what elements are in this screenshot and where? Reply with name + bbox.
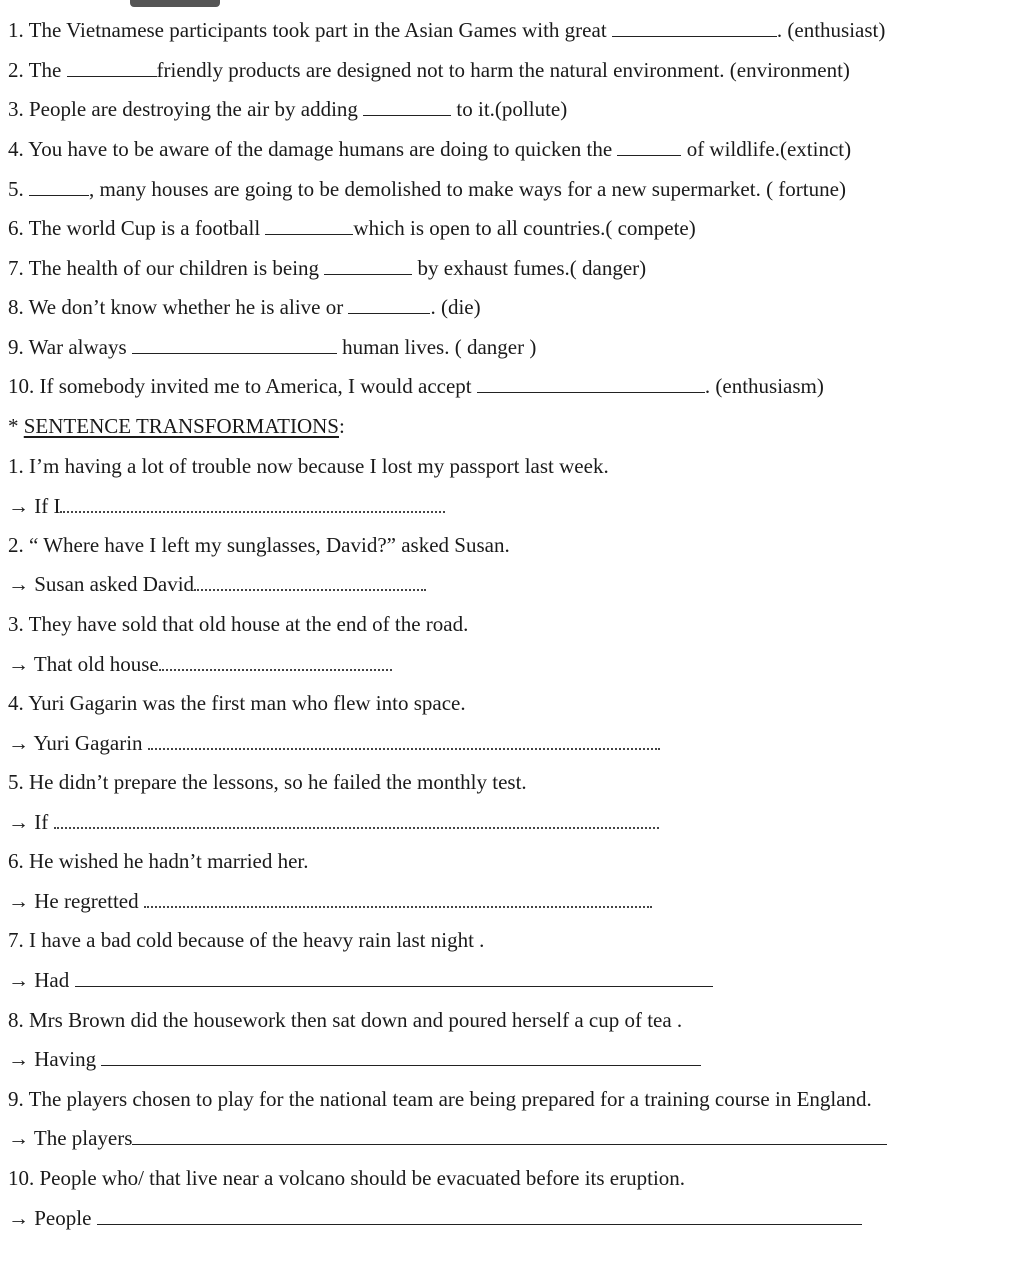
question-number: 4. <box>8 691 24 715</box>
sentence-text: Mrs Brown did the housework then sat down and poured herself a cup of tea . <box>29 1008 683 1032</box>
question-number: 2. <box>8 58 24 82</box>
answer-prompt: That old house <box>33 652 159 676</box>
answer-dotted-line[interactable] <box>60 495 445 513</box>
transformation-sentence-10 <box>8 1165 685 1191</box>
question-number: 7. <box>8 256 24 280</box>
answer-prompt: Yuri Gagarin <box>33 731 143 755</box>
question-text: The health of our children is being <box>28 256 320 280</box>
answer-line[interactable] <box>97 1206 862 1225</box>
question-text: You have to be aware of the damage humans are doing to quicken the <box>28 137 613 161</box>
transformation-sentence-4 <box>8 690 466 716</box>
answer-blank[interactable] <box>363 97 451 116</box>
question-hint: . (enthusiast) <box>776 18 886 42</box>
transformation-answer-4 <box>8 730 660 756</box>
question-hint: . (die) <box>430 295 481 319</box>
section-heading <box>8 413 345 439</box>
question-number: 8. <box>8 295 24 319</box>
answer-blank[interactable] <box>265 216 353 235</box>
arrow-icon: → <box>8 1206 29 1230</box>
transformation-answer-5 <box>8 809 659 835</box>
answer-dotted-line[interactable] <box>54 811 659 829</box>
question-number: 6. <box>8 849 24 873</box>
sentence-text: I’m having a lot of trouble now because I lost my passport last week. <box>29 454 609 478</box>
question-number: 8. <box>8 1008 24 1032</box>
question-hint: human lives. ( danger ) <box>342 335 537 359</box>
question-3 <box>8 96 567 122</box>
heading-colon: : <box>339 414 345 438</box>
answer-line[interactable] <box>132 1126 887 1145</box>
sentence-text: I have a bad cold because of the heavy rain last night . <box>29 928 485 952</box>
heading-text: SENTENCE TRANSFORMATIONS <box>23 414 339 438</box>
transformation-answer-7 <box>8 967 713 993</box>
arrow-icon: → <box>8 1126 29 1150</box>
question-text: War always <box>28 335 127 359</box>
question-text: The world Cup is a football <box>28 216 261 240</box>
transformation-answer-2 <box>8 571 426 597</box>
heading-star: * <box>8 414 19 438</box>
arrow-icon: → <box>8 889 29 913</box>
answer-blank[interactable] <box>477 374 705 393</box>
question-2 <box>8 57 850 83</box>
question-number: 9. <box>8 335 24 359</box>
answer-blank[interactable] <box>29 177 89 196</box>
question-number: 10. <box>8 1166 35 1190</box>
transformation-sentence-6 <box>8 848 309 874</box>
question-text: The <box>28 58 62 82</box>
question-hint: which is open to all countries.( compete) <box>353 216 696 240</box>
transformation-sentence-1 <box>8 453 609 479</box>
transformation-answer-6 <box>8 888 652 914</box>
arrow-icon: → <box>8 572 29 596</box>
answer-line[interactable] <box>75 968 713 987</box>
question-7 <box>8 255 646 281</box>
sentence-text: He didn’t prepare the lessons, so he failed the monthly test. <box>29 770 527 794</box>
answer-dotted-line[interactable] <box>144 890 652 908</box>
answer-prompt: Having <box>34 1047 97 1071</box>
answer-blank[interactable] <box>67 58 157 77</box>
question-number: 10. <box>8 374 35 398</box>
answer-dotted-line[interactable] <box>194 573 426 591</box>
transformation-answer-1 <box>8 493 445 519</box>
transformation-sentence-5 <box>8 769 527 795</box>
question-8 <box>8 294 481 320</box>
answer-line[interactable] <box>101 1047 701 1066</box>
answer-blank[interactable] <box>617 137 681 156</box>
transformation-sentence-3 <box>8 611 468 637</box>
question-number: 5. <box>8 177 24 201</box>
question-hint: of wildlife.(extinct) <box>686 137 852 161</box>
question-number: 6. <box>8 216 24 240</box>
top-crop-bar <box>130 0 220 7</box>
arrow-icon: → <box>8 1047 29 1071</box>
answer-blank[interactable] <box>324 256 412 275</box>
question-number: 4. <box>8 137 24 161</box>
transformation-answer-3 <box>8 651 392 677</box>
answer-prompt: The players <box>33 1126 133 1150</box>
sentence-text: Yuri Gagarin was the first man who flew into space. <box>28 691 466 715</box>
answer-blank[interactable] <box>132 335 337 354</box>
question-number: 1. <box>8 454 24 478</box>
transformation-answer-9 <box>8 1125 887 1151</box>
question-6 <box>8 215 696 241</box>
question-text: If somebody invited me to America, I would accept <box>39 374 472 398</box>
question-text: The Vietnamese participants took part in the Asian Games with great <box>28 18 607 42</box>
sentence-text: He wished he hadn’t married her. <box>29 849 309 873</box>
question-text: People are destroying the air by adding <box>29 97 358 121</box>
question-number: 5. <box>8 770 24 794</box>
arrow-icon: → <box>8 731 29 755</box>
question-number: 2. <box>8 533 24 557</box>
answer-dotted-line[interactable] <box>159 653 392 671</box>
question-hint: , many houses are going to be demolished to make ways for a new supermarket. ( fortune) <box>89 177 846 201</box>
question-hint: . (enthusiasm) <box>704 374 824 398</box>
answer-blank[interactable] <box>612 18 777 37</box>
sentence-text: They have sold that old house at the end of the road. <box>28 612 469 636</box>
answer-prompt: Susan asked David <box>34 572 195 596</box>
question-number: 9. <box>8 1087 24 1111</box>
question-hint: friendly products are designed not to harm the natural environment. (environment) <box>156 58 850 82</box>
question-9 <box>8 334 536 360</box>
transformation-sentence-9 <box>8 1086 872 1112</box>
sentence-text: “ Where have I left my sunglasses, David?” asked Susan. <box>29 533 510 557</box>
question-5 <box>8 176 846 202</box>
arrow-icon: → <box>8 652 29 676</box>
answer-prompt: He regretted <box>34 889 139 913</box>
answer-dotted-line[interactable] <box>148 732 660 750</box>
answer-prompt: Had <box>34 968 70 992</box>
arrow-icon: → <box>8 494 29 518</box>
question-hint: by exhaust fumes.( danger) <box>417 256 647 280</box>
question-10 <box>8 373 824 399</box>
transformation-sentence-8 <box>8 1007 682 1033</box>
sentence-text: The players chosen to play for the national team are being prepared for a training course in England. <box>28 1087 872 1111</box>
transformation-answer-8 <box>8 1046 701 1072</box>
arrow-icon: → <box>8 810 29 834</box>
transformation-sentence-2 <box>8 532 510 558</box>
answer-prompt: If <box>34 810 49 834</box>
question-1 <box>8 17 885 43</box>
transformation-answer-10 <box>8 1205 862 1231</box>
question-4 <box>8 136 851 162</box>
answer-blank[interactable] <box>348 295 430 314</box>
sentence-text: People who/ that live near a volcano should be evacuated before its eruption. <box>39 1166 686 1190</box>
transformation-sentence-7 <box>8 927 484 953</box>
arrow-icon: → <box>8 968 29 992</box>
question-number: 3. <box>8 612 24 636</box>
question-number: 7. <box>8 928 24 952</box>
answer-prompt: If I <box>34 494 61 518</box>
question-number: 1. <box>8 18 24 42</box>
question-hint: to it.(pollute) <box>456 97 568 121</box>
question-text: We don’t know whether he is alive or <box>28 295 344 319</box>
answer-prompt: People <box>34 1206 92 1230</box>
question-number: 3. <box>8 97 24 121</box>
